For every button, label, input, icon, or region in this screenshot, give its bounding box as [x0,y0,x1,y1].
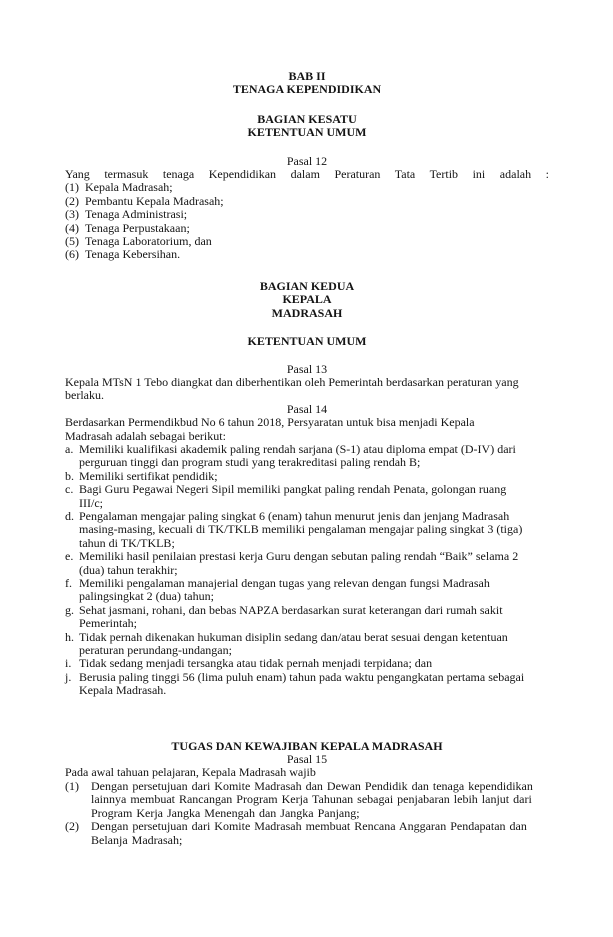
item-text: Memiliki sertifikat pendidik; [79,468,218,483]
item-letter: f. [65,576,72,590]
item-letter: j. [65,669,72,684]
pasal-15-item [65,820,549,847]
item-text: Tidak sedang menjadi tersangka atau tidak pernah menjadi terpidana; dan [79,656,433,671]
item-letter: c. [65,482,74,497]
pasal-14-item [65,443,549,470]
item-text: Dengan persetujuan dari Komite Madrasah dan Dewan Pendidik dan tenaga kependidikan lainnya membuat Rancangan Program Kerja Tahunan sebagai penjabaran lebih lanjut dari Program Kerja Jangka Menengah dan Jangka Panjang; [91,778,533,820]
item-text: Kepala Madrasah; [85,180,173,195]
pasal-14-item [65,483,549,510]
pasal-15-intro: Pada awal tahuan pelajaran, Kepala Madrasah wajib [65,765,316,780]
item-text: Pengalaman mengajar paling singkat 6 (enam) tahun menurut jenis dan jenjang Madrasah masing-masing, kecuali di TK/TKLB memiliki pengalaman mengajar paling singkat 3 (tiga) tahun di TK/TKLB; [79,508,523,550]
section-two-general-heading: KETENTUAN UMUM [247,334,367,349]
pasal-14-item [65,671,549,698]
item-text: Tidak pernah dikenakan hukuman disiplin sedang dan/atau berat sesuai dengan ketentuan peraturan perundang-undangan; [79,629,508,658]
item-text: Dengan persetujuan dari Komite Madrasah membuat Rencana Anggaran Pendapatan dan Belanja Madrasah; [91,819,527,847]
item-letter: d. [65,508,74,523]
pasal-12-item [65,195,549,208]
pasal-12-item [65,222,549,235]
pasal-12-item [65,235,549,248]
item-text: Tenaga Administrasi; [85,207,188,222]
item-number: (5) [65,234,79,249]
item-letter: i. [65,656,72,671]
section-one-subheading: KETENTUAN UMUM [247,125,367,140]
pasal-14-item [65,470,549,483]
item-letter: h. [65,629,74,644]
pasal-14-intro: Berdasarkan Permendikbud No 6 tahun 2018, Persyaratan untuk bisa menjadi Kepala Madrasah adalah sebagai berikut: [65,415,475,443]
item-number: (6) [65,247,79,262]
item-text: Memiliki pengalaman manajerial dengan tugas yang relevan dengan fungsi Madrasah palingsingkat 2 (dua) tahun; [79,576,490,604]
item-text: Tenaga Perpustakaan; [85,220,190,235]
pasal-12-item [65,248,549,261]
item-number: (1) [65,180,79,195]
item-number: (2) [65,819,79,834]
pasal-14-item [65,657,549,670]
pasal-12-item [65,208,549,221]
section-two-subheading-2: MADRASAH [271,305,343,320]
pasal-14-item [65,550,549,577]
item-number: (1) [65,778,79,793]
item-number: (2) [65,193,79,208]
pasal-12-item [65,181,549,194]
item-text: Tenaga Laboratorium, dan [85,234,212,249]
chapter-number: BAB II [288,69,326,83]
pasal-15-title: Pasal 15 [286,752,328,767]
pasal-13-body: Kepala MTsN 1 Tebo diangkat dan diberhentikan oleh Pemerintah berdasarkan peraturan yang berlaku. [65,374,519,403]
item-text: Memiliki hasil penilaian prestasi kerja Guru dengan sebutan paling rendah “Baik” selama 2 (dua) tahun terakhir; [79,549,519,577]
pasal-13-title: Pasal 13 [286,361,328,376]
item-letter: e. [65,549,74,564]
item-number: (4) [65,220,79,235]
pasal-15-item [65,780,549,820]
pasal-14-item [65,577,549,604]
item-text: Tenaga Kebersihan. [85,247,181,262]
pasal-12-title: Pasal 12 [286,153,328,168]
item-text: Pembantu Kepala Madrasah; [85,193,224,208]
pasal-14-item [65,510,549,550]
item-text: Bagi Guru Pegawai Negeri Sipil memiliki pangkat paling rendah Penata, golongan ruang III/c; [79,482,507,510]
item-text: Memiliki kualifikasi akademik paling rendah sarjana (S-1) atau diploma empat (D-IV) dari perguruan tinggi dan program studi yang terakreditasi paling rendah B; [79,441,516,470]
item-text: Berusia paling tinggi 56 (lima puluh enam) tahun pada waktu pengangkatan pertama sebagai Kepala Madrasah. [79,669,525,698]
section-two-subheading-1: KEPALA [282,292,332,307]
item-letter: b. [65,468,74,483]
item-number: (3) [65,207,79,222]
pasal-14-title: Pasal 14 [286,401,328,416]
section-two-heading: BAGIAN KEDUA [259,278,355,293]
pasal-12-intro: Yang termasuk tenaga Kependidikan dalam Peraturan Tata Tertib ini adalah : [65,167,549,182]
duties-heading: TUGAS DAN KEWAJIBAN KEPALA MADRASAH [171,738,443,753]
pasal-14-item [65,631,549,658]
pasal-14-item [65,604,549,631]
item-text: Sehat jasmani, rohani, dan bebas NAPZA berdasarkan surat keterangan dari rumah sakit Pemerintah; [79,602,503,631]
item-letter: a. [65,441,74,456]
chapter-title: TENAGA KEPENDIDIKAN [232,82,382,97]
section-one-heading: BAGIAN KESATU [257,111,357,126]
item-letter: g. [65,602,74,617]
